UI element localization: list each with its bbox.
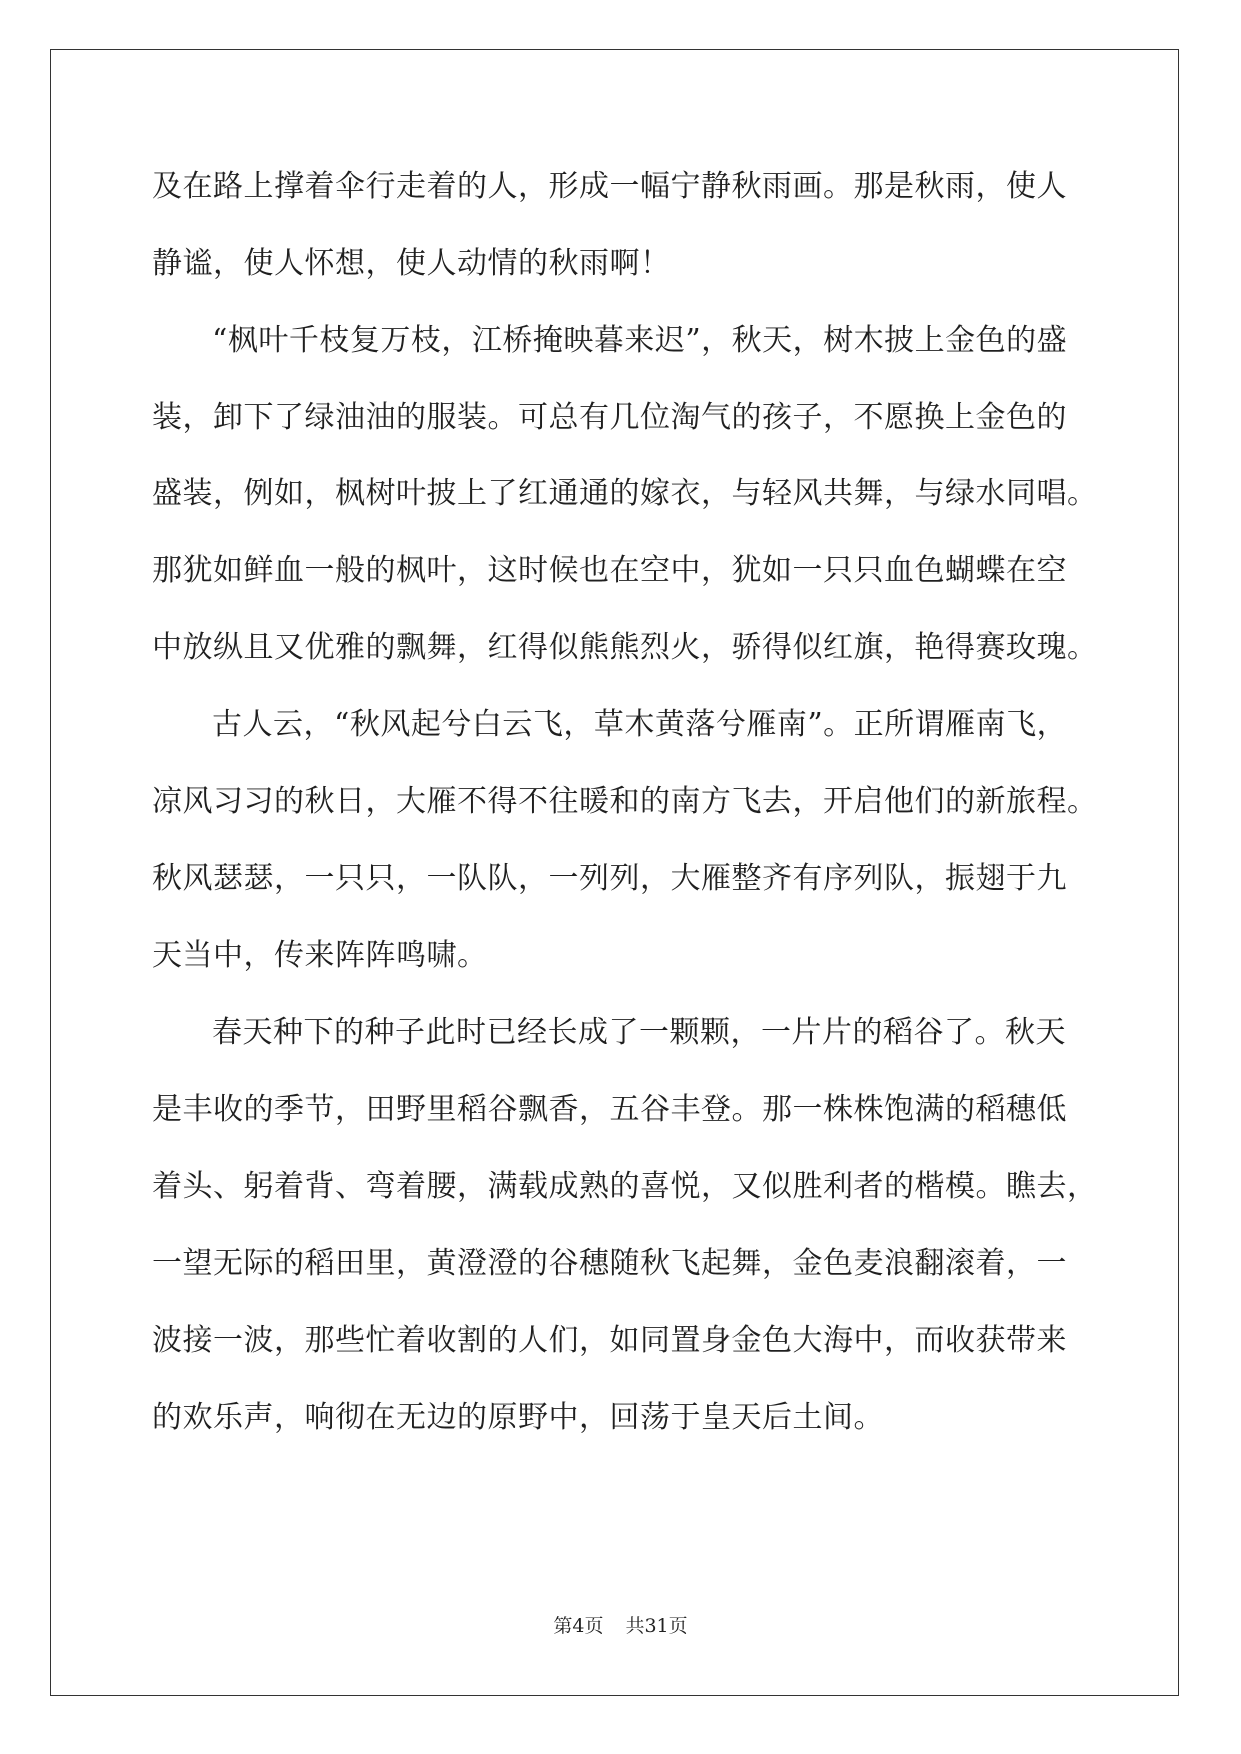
text-line: 秋风瑟瑟，一只只，一队队，一列列，大雁整齐有序列队，振翅于九 <box>152 861 1067 896</box>
page-number-total: 共31页 <box>625 1615 688 1637</box>
text-line: 是丰收的季节，田野里稻谷飘香，五谷丰登。那一株株饱满的稻穗低 <box>152 1092 1067 1127</box>
text-line: 波接一波，那些忙着收割的人们，如同置身金色大海中，而收获带来 <box>152 1323 1067 1358</box>
text-line: 凉风习习的秋日，大雁不得不往暖和的南方飞去，开启他们的新旅程。 <box>152 784 1098 819</box>
text-line: 盛装，例如，枫树叶披上了红通通的嫁衣，与轻风共舞，与绿水同唱。 <box>152 476 1098 511</box>
paragraph-start-line: 古人云，“秋风起兮白云飞，草木黄落兮雁南”。正所谓雁南飞， <box>212 707 1068 742</box>
text-line: 那犹如鲜血一般的枫叶，这时候也在空中，犹如一只只血色蝴蝶在空 <box>152 553 1067 588</box>
text-line: 着头、躬着背、弯着腰，满载成熟的喜悦，又似胜利者的楷模。瞧去， <box>152 1169 1098 1204</box>
text-line: 及在路上撑着伞行走着的人，形成一幅宁静秋雨画。那是秋雨，使人 <box>152 169 1067 204</box>
text-line: 装，卸下了绿油油的服装。可总有几位淘气的孩子，不愿换上金色的 <box>152 400 1067 435</box>
text-line: 一望无际的稻田里，黄澄澄的谷穗随秋飞起舞，金色麦浪翻滚着，一 <box>152 1246 1067 1281</box>
paragraph-start-line: 春天种下的种子此时已经长成了一颗颗，一片片的稻谷了。秋天 <box>212 1015 1066 1050</box>
text-line: 中放纵且又优雅的飘舞，红得似熊熊烈火，骄得似红旗，艳得赛玫瑰。 <box>152 630 1098 665</box>
text-line: 的欢乐声，响彻在无边的原野中，回荡于皇天后土间。 <box>152 1400 884 1435</box>
page-number-current: 第4页 <box>553 1615 604 1637</box>
page-footer <box>0 1612 1241 1640</box>
text-line: 静谧，使人怀想，使人动情的秋雨啊！ <box>152 246 671 281</box>
text-line: 天当中，传来阵阵鸣啸。 <box>152 938 488 973</box>
paragraph-start-line: “枫叶千枝复万枝，江桥掩映暮来迟”，秋天，树木披上金色的盛 <box>212 323 1068 358</box>
